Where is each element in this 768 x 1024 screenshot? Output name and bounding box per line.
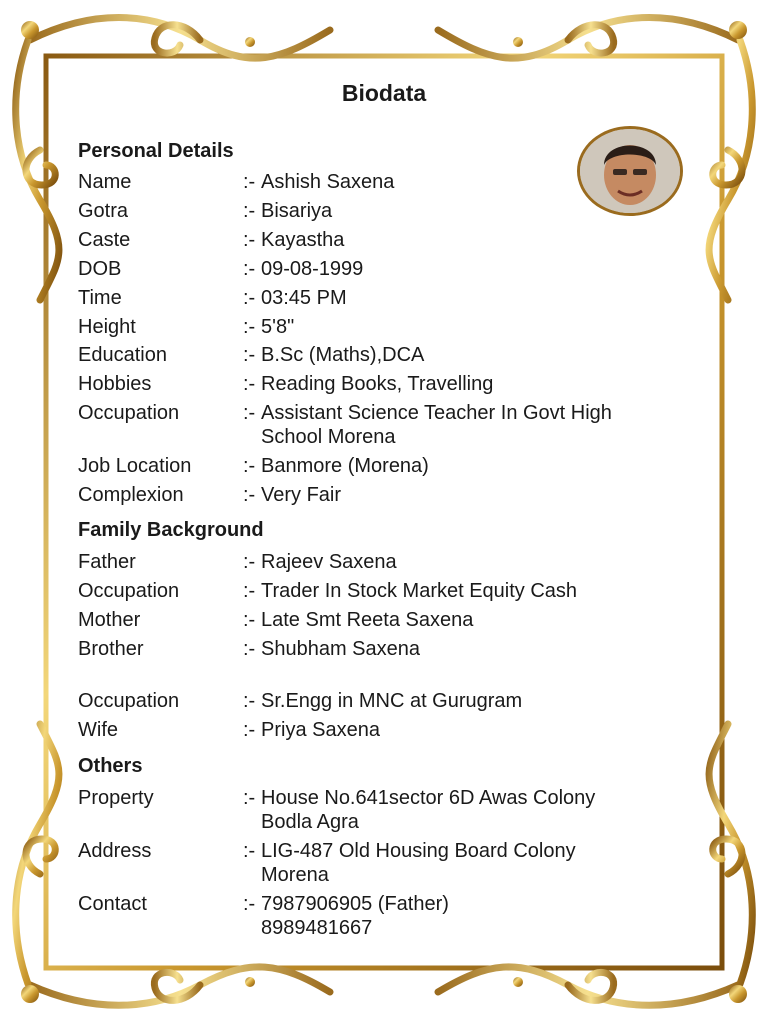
- detail-separator: :-: [243, 840, 256, 862]
- detail-value: [261, 608, 681, 632]
- detail-separator: :-: [243, 373, 256, 395]
- section-heading-others: Others: [78, 755, 143, 777]
- detail-separator: :-: [243, 893, 256, 915]
- detail-label: Brother: [78, 638, 144, 660]
- detail-label: DOB: [78, 258, 122, 280]
- detail-value-line: Kayastha: [261, 229, 345, 251]
- detail-value-line: House No.641sector 6D Awas Colony: [261, 787, 596, 809]
- detail-separator: :-: [243, 229, 256, 251]
- detail-value: [261, 892, 681, 940]
- detail-separator: :-: [243, 609, 256, 631]
- detail-label: Complexion: [78, 484, 184, 506]
- detail-separator: :-: [243, 171, 256, 193]
- detail-label: Father: [78, 551, 136, 573]
- detail-label: Occupation: [78, 580, 180, 602]
- detail-value: [261, 483, 681, 507]
- detail-value-line: Shubham Saxena: [261, 638, 421, 660]
- detail-value: [261, 257, 681, 281]
- detail-value-line: Very Fair: [261, 484, 342, 506]
- detail-value-line: Sr.Engg in MNC at Gurugram: [261, 690, 523, 712]
- detail-label: Wife: [78, 719, 118, 741]
- detail-value: [261, 718, 681, 742]
- detail-value-line: 03:45 PM: [261, 287, 347, 309]
- detail-label: Job Location: [78, 455, 192, 477]
- detail-separator: :-: [243, 258, 256, 280]
- detail-value-line: Priya Saxena: [261, 719, 380, 741]
- detail-label: Hobbies: [78, 373, 152, 395]
- detail-label: Education: [78, 344, 167, 366]
- detail-value-line: Late Smt Reeta Saxena: [261, 609, 474, 631]
- detail-value-line: B.Sc (Maths),DCA: [261, 344, 425, 366]
- detail-value-line: Trader In Stock Market Equity Cash: [261, 580, 578, 602]
- detail-value-line: Bodla Agra: [261, 811, 359, 833]
- detail-value-line: School Morena: [261, 426, 396, 448]
- detail-separator: :-: [243, 719, 256, 741]
- detail-value: [261, 315, 681, 339]
- detail-value: [261, 401, 681, 449]
- detail-separator: :-: [243, 344, 256, 366]
- detail-value-line: Bisariya: [261, 200, 333, 222]
- detail-value-line: 8989481667: [261, 917, 373, 939]
- detail-label: Caste: [78, 229, 131, 251]
- detail-value: [261, 579, 681, 603]
- detail-label: Occupation: [78, 690, 180, 712]
- detail-label: Gotra: [78, 200, 129, 222]
- detail-separator: :-: [243, 316, 256, 338]
- detail-label: Property: [78, 787, 154, 809]
- detail-value: [261, 839, 681, 887]
- detail-value-line: 5'8": [261, 316, 295, 338]
- detail-label: Name: [78, 171, 132, 193]
- detail-separator: :-: [243, 690, 256, 712]
- section-heading-family: Family Background: [78, 519, 264, 541]
- detail-value: [261, 170, 681, 194]
- section-heading-personal: Personal Details: [78, 140, 234, 162]
- detail-value: [261, 689, 681, 713]
- detail-separator: :-: [243, 455, 256, 477]
- detail-label: Height: [78, 316, 136, 338]
- detail-label: Time: [78, 287, 122, 309]
- detail-value-line: Rajeev Saxena: [261, 551, 397, 573]
- detail-value: [261, 637, 681, 661]
- detail-value-line: 7987906905 (Father): [261, 893, 449, 915]
- detail-value-line: Ashish Saxena: [261, 171, 395, 193]
- detail-label: Address: [78, 840, 152, 862]
- detail-label: Contact: [78, 893, 147, 915]
- detail-value: [261, 786, 681, 834]
- detail-separator: :-: [243, 787, 256, 809]
- detail-value-line: 09-08-1999: [261, 258, 364, 280]
- detail-label: Mother: [78, 609, 141, 631]
- detail-separator: :-: [243, 402, 256, 424]
- document-title: Biodata: [341, 80, 427, 106]
- detail-separator: :-: [243, 484, 256, 506]
- detail-value: [261, 343, 681, 367]
- detail-value: [261, 228, 681, 252]
- detail-separator: :-: [243, 551, 256, 573]
- detail-value: [261, 550, 681, 574]
- detail-separator: :-: [243, 638, 256, 660]
- detail-value-line: LIG-487 Old Housing Board Colony: [261, 840, 576, 862]
- detail-value: [261, 286, 681, 310]
- detail-separator: :-: [243, 200, 256, 222]
- detail-value-line: Banmore (Morena): [261, 455, 429, 477]
- detail-separator: :-: [243, 580, 256, 602]
- detail-value-line: Assistant Science Teacher In Govt High: [261, 402, 612, 424]
- detail-value: [261, 199, 681, 223]
- detail-value: [261, 454, 681, 478]
- detail-value-line: Morena: [261, 864, 329, 886]
- detail-label: Occupation: [78, 402, 180, 424]
- detail-value: [261, 372, 681, 396]
- detail-separator: :-: [243, 287, 256, 309]
- detail-value-line: Reading Books, Travelling: [261, 373, 494, 395]
